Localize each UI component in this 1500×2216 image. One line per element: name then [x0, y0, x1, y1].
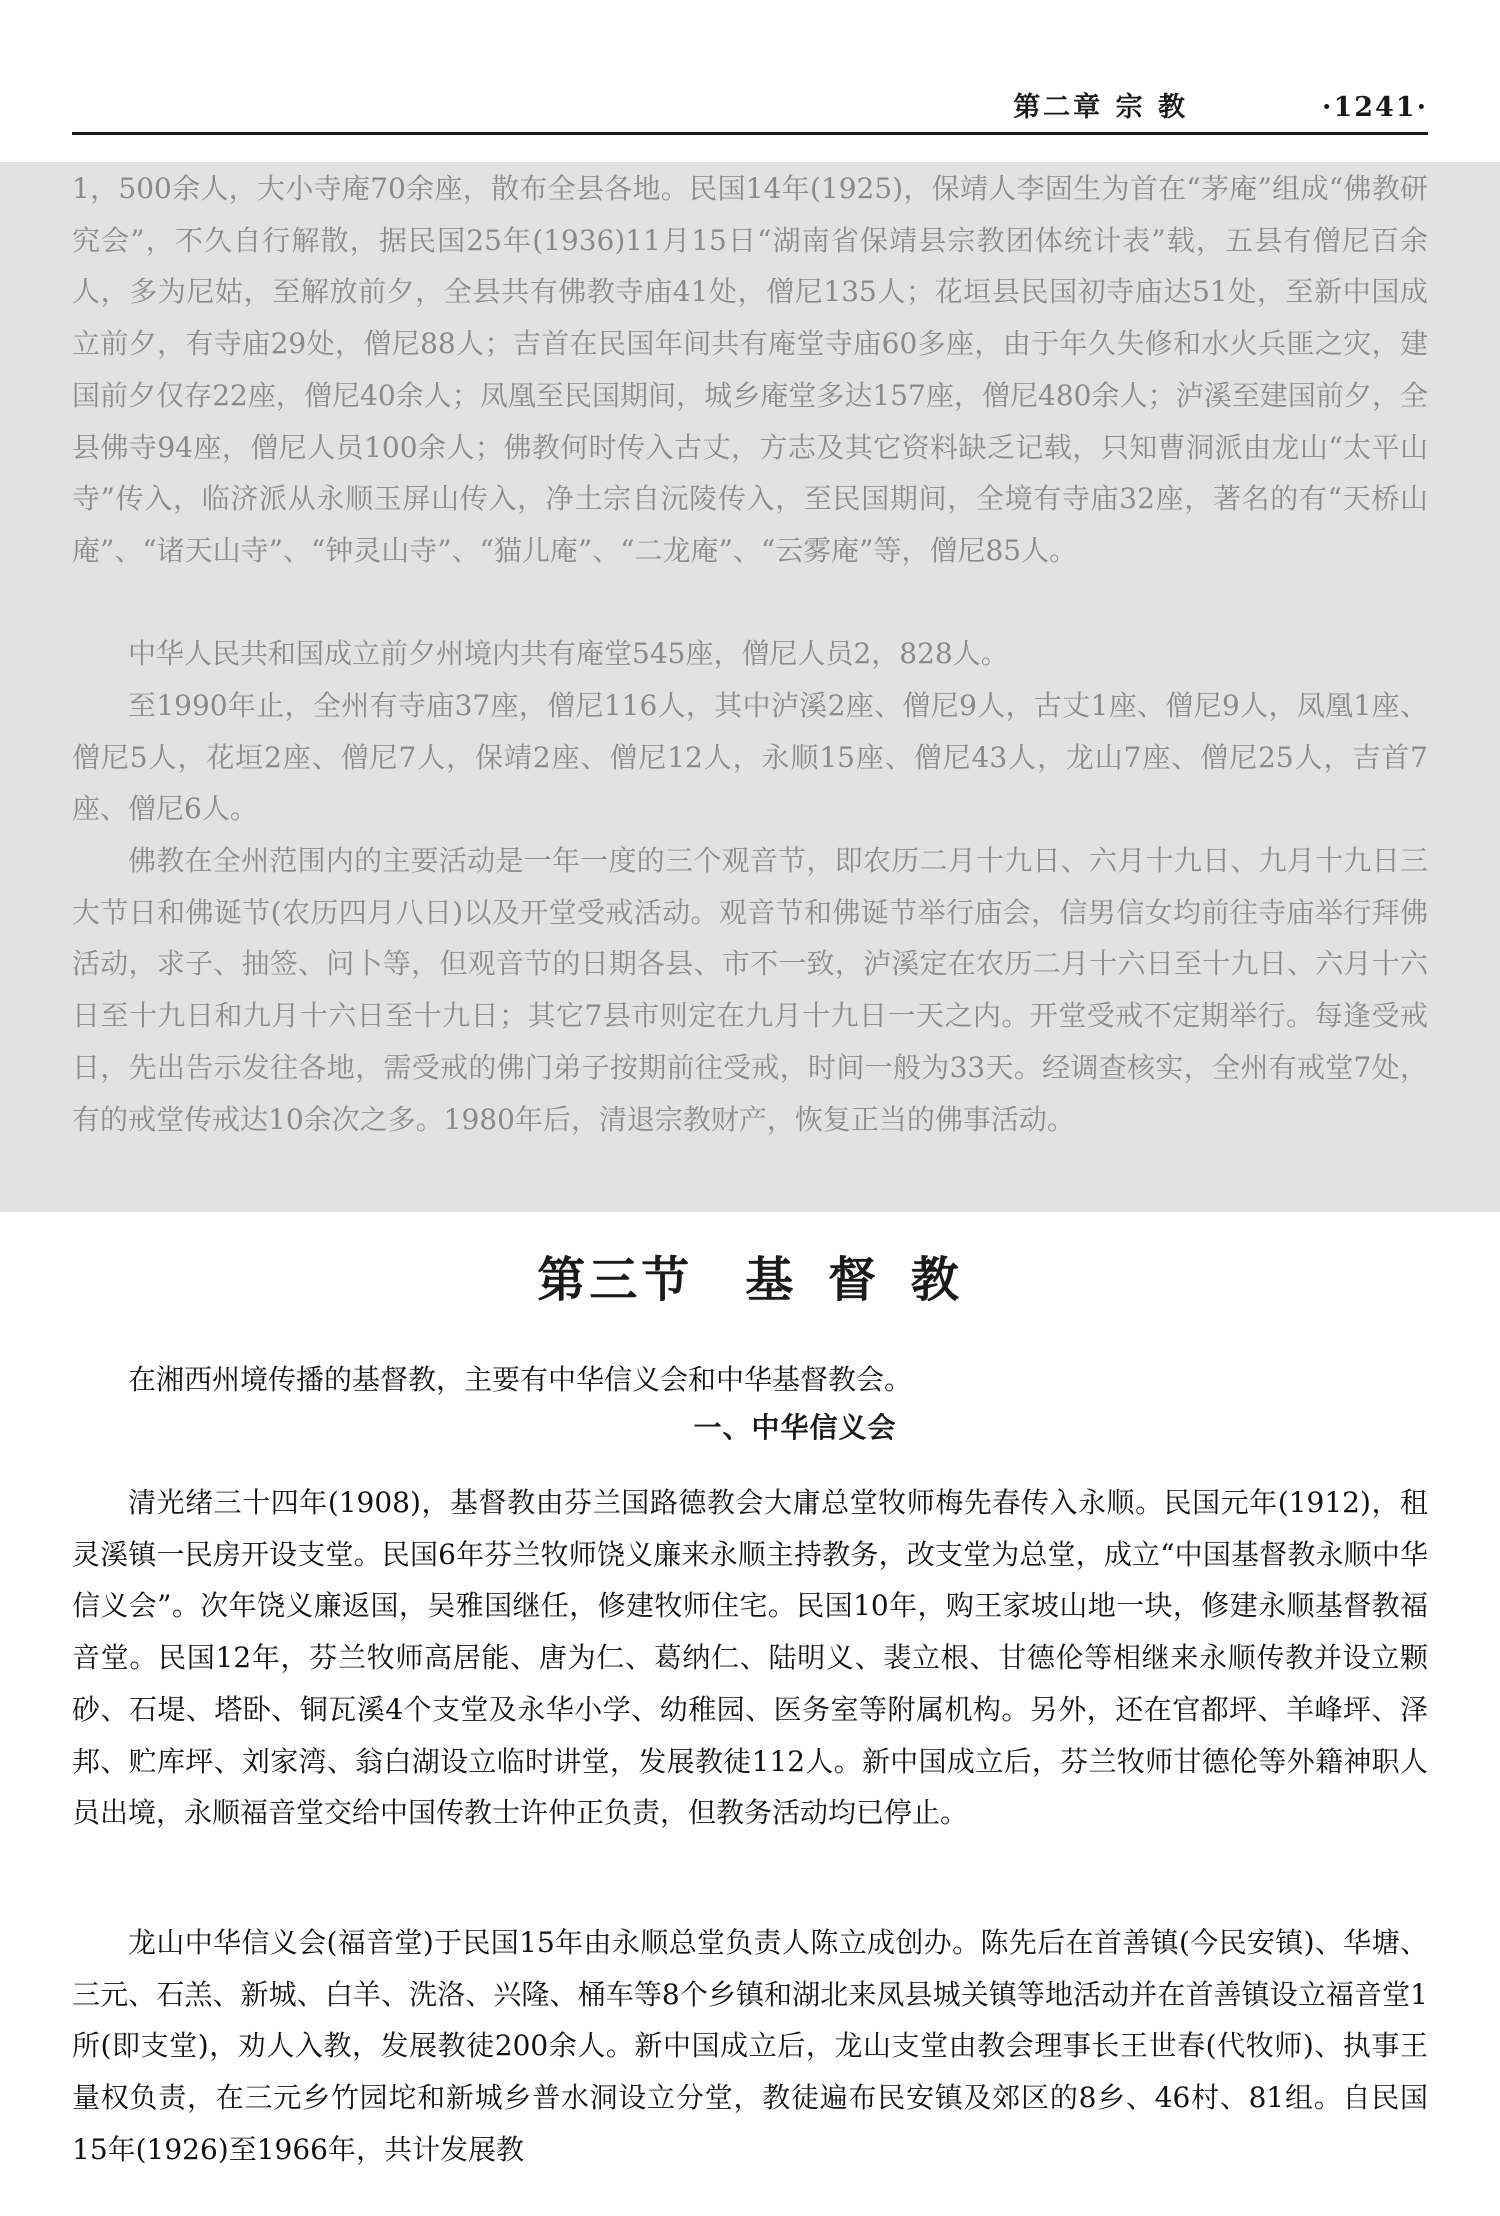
section-title: 第三节 基 督 教 — [537, 1252, 963, 1308]
section-intro: 在湘西州境传播的基督教，主要有中华信义会和中华基督教会。 — [128, 1363, 913, 1396]
running-header — [72, 88, 1428, 135]
shaded-paragraph-1: 1，500余人，大小寺庵70余座，散布全县各地。民国14年(1925)，保靖人李固生为首在“茅庵”组成“佛教研究会”，不久自行解散，据民国25年(1936)11月15日“湖南省保靖县宗教团体统计表”载，五县有僧尼百余人，多为尼姑，至解放前夕，全县共有佛教寺庙41处，僧尼135人；花垣县民国初寺庙达51处，至新中国成立前夕，有寺庙29处，僧尼88人；吉首在民国年间共有庵堂寺庙60多座，由于年久失修和水火兵匪之灾，建国前夕仅存22座，僧尼40余人；凤凰至民国期间，城乡庵堂多达157座，僧尼480余人；泸溪至建国前夕，全县佛寺94座，僧尼人员100余人；佛教何时传入古丈，方志及其它资料缺乏记载，只知曹洞派由龙山“太平山寺”传入，临济派从永顺玉屏山传入，净土宗自沅陵传入，至民国期间，全境有寺庙32座，著名的有“天桥山庵”、“诸天山寺”、“钟灵山寺”、“猫儿庵”、“二龙庵”、“云雾庵”等，僧尼85人。 — [72, 172, 1428, 567]
body-paragraph-1: 清光绪三十四年(1908)，基督教由芬兰国路德教会大庸总堂牧师梅先春传入永顺。民国元年(1912)，租灵溪镇一民房开设支堂。民国6年芬兰牧师饶义廉来永顺主持教务，改支堂为总堂，成立“中国基督教永顺中华信义会”。次年饶义廉返国，吴雅国继任，修建牧师住宅。民国10年，购王家坡山地一块，修建永顺基督教福音堂。民国12年，芬兰牧师高居能、唐为仁、葛纳仁、陆明义、裴立根、甘德伦等相继来永顺传教并设立颗砂、石堤、塔卧、铜瓦溪4个支堂及永华小学、幼稚园、医务室等附属机构。另外，还在官都坪、羊峰坪、泽邦、贮库坪、刘家湾、翁白湖设立临时讲堂，发展教徒112人。新中国成立后，芬兰牧师甘德伦等外籍神职人员出境，永顺福音堂交给中国传教士许仲正负责，但教务活动均已停止。 — [72, 1486, 1428, 1830]
page-number: ·1241· — [1322, 92, 1428, 123]
shaded-paragraph-2: 中华人民共和国成立前夕州境内共有庵堂545座，僧尼人员2，828人。 — [128, 637, 1009, 670]
subheading: 一、中华信义会 — [693, 1411, 897, 1444]
shaded-paragraph-3: 至1990年止，全州有寺庙37座，僧尼116人，其中泸溪2座、僧尼9人，古丈1座、僧尼9人，凤凰1座、僧尼5人，花垣2座、僧尼7人，保靖2座、僧尼12人，永顺15座、僧尼43人，龙山7座、僧尼25人，吉首7座、僧尼6人。 — [72, 689, 1428, 826]
body-paragraph-2: 龙山中华信义会(福音堂)于民国15年由永顺总堂负责人陈立成创办。陈先后在首善镇(今民安镇)、华塘、三元、石羔、新城、白羊、洗洛、兴隆、桶车等8个乡镇和湖北来凤县城关镇等地活动并在首善镇设立福音堂1所(即支堂)，劝人入教，发展教徒200余人。新中国成立后，龙山支堂由教会理事长王世春(代牧师)、执事王量权负责，在三元乡竹园坨和新城乡普水洞设立分堂，教徒遍布民安镇及郊区的8乡、46村、81组。自民国15年(1926)至1966年，共计发展教 — [72, 1926, 1428, 2166]
chapter-title: 第二章 宗 教 — [1013, 92, 1188, 123]
shaded-continued-section — [0, 162, 1500, 1212]
shaded-paragraph-4: 佛教在全州范围内的主要活动是一年一度的三个观音节，即农历二月十九日、六月十九日、九月十九日三大节日和佛诞节(农历四月八日)以及开堂受戒活动。观音节和佛诞节举行庙会，信男信女均前往寺庙举行拜佛活动，求子、抽签、问卜等，但观音节的日期各县、市不一致，泸溪定在农历二月十六日至十九日、六月十六日至十九日和九月十六日至十九日；其它7县市则定在九月十九日一天之内。开堂受戒不定期举行。每逢受戒日，先出告示发往各地，需受戒的佛门弟子按期前往受戒，时间一般为33天。经调查核实，全州有戒堂7处，有的戒堂传戒达10余次之多。1980年后，清退宗教财产，恢复正当的佛事活动。 — [72, 844, 1428, 1136]
